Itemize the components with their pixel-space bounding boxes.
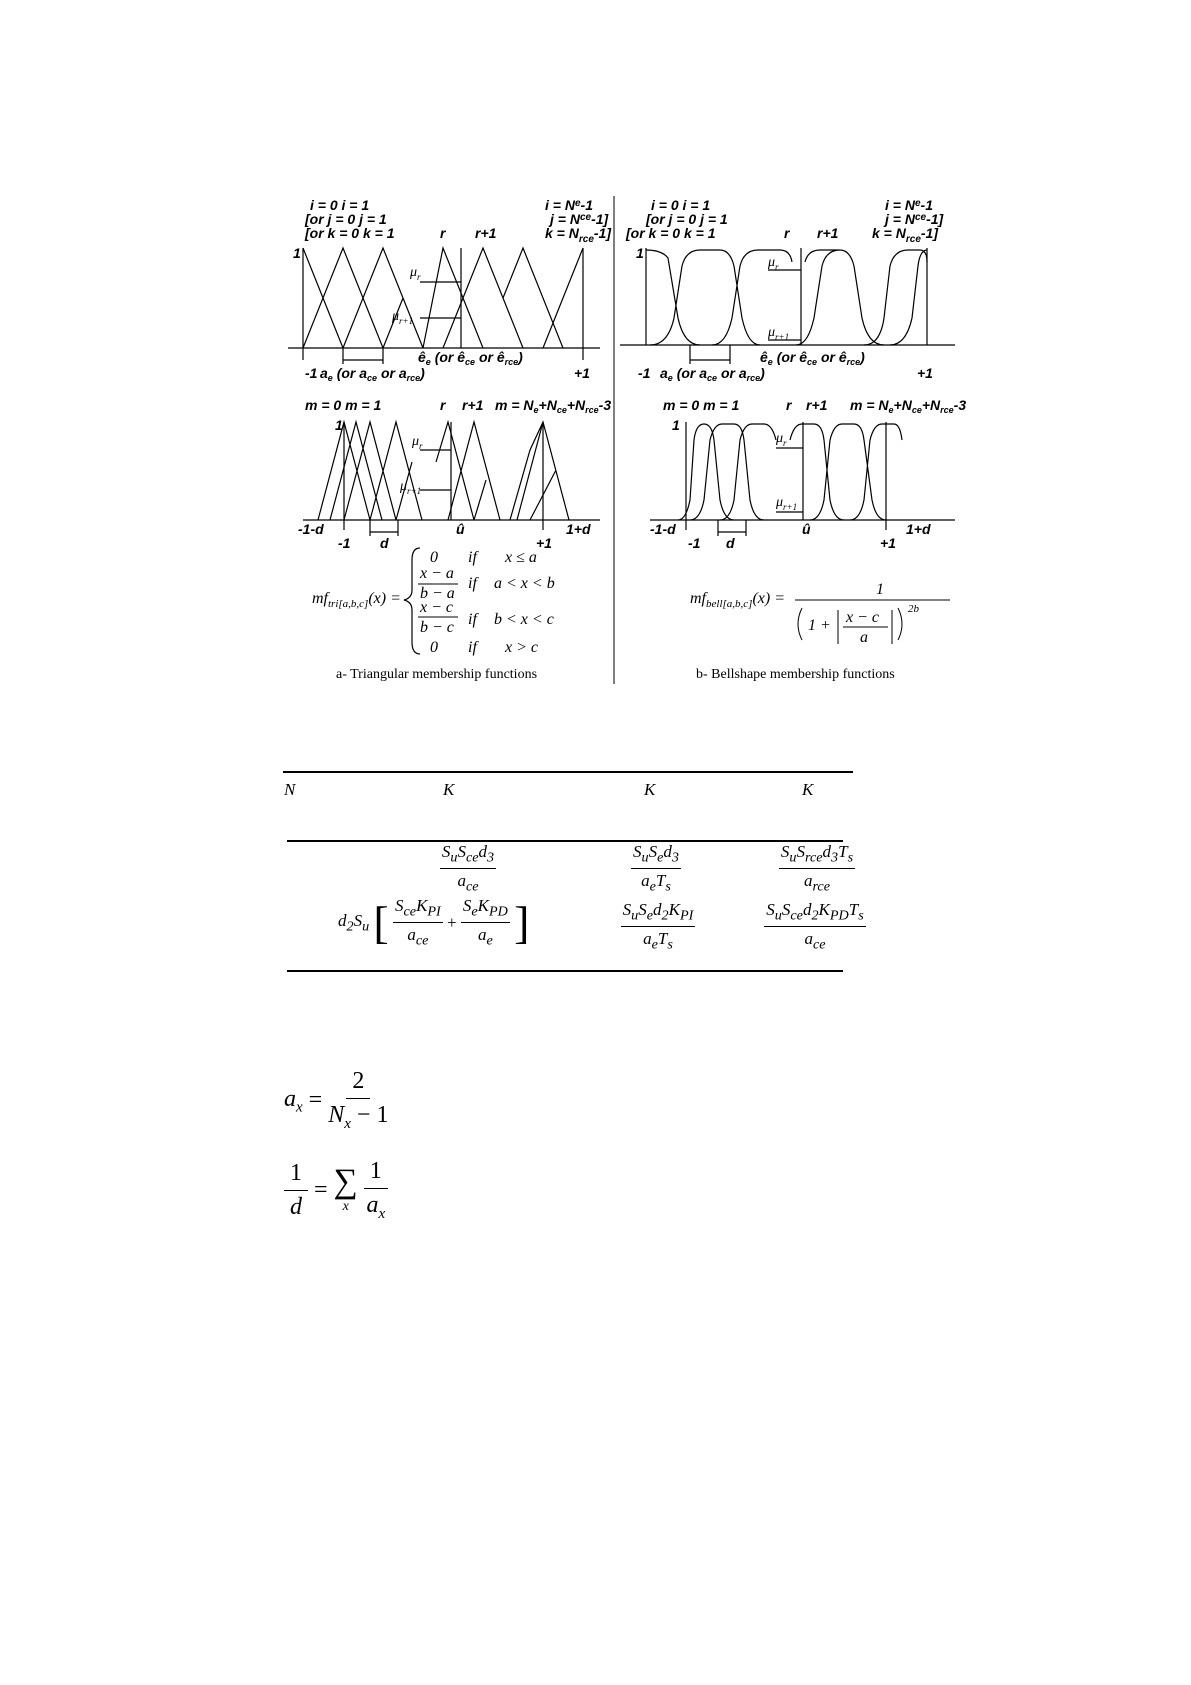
a-case-0-cond: if <box>468 549 477 566</box>
b-hdr-left-3: [or k = 0 k = 1 <box>626 225 716 241</box>
a-bottom-triangles <box>318 422 569 520</box>
b-hdr-left-2: [or j = 0 j = 1 <box>646 211 728 227</box>
b-hdr-right-3: $k = N_{rce}-1$] <box>872 225 938 245</box>
a-m-left: m = 0 m = 1 <box>305 397 382 413</box>
a-a-label: $a_e$ (or $a_{ce}$ or $a_{rce}$) <box>320 365 425 383</box>
row1-col3: $\frac{S_uS_{rce}d_3T_s}{a_{rce}}$ <box>780 842 854 895</box>
a-lminus-d: -1-d <box>298 521 324 537</box>
table-header-k3: K <box>802 780 814 799</box>
row2-col1: $d_2S_u$ [ $\frac{S_{ce}K_{PI}}{a_{ce}}$ + $\frac{S_eK_{PD}}{a_e}$ ] <box>338 896 530 949</box>
b-e-label: $ê_e$ (or $ê_{ce}$ or $ê_{rce}$) <box>760 349 865 367</box>
b-xminus-label: -1 <box>638 365 651 381</box>
a-r1-label: r+1 <box>475 225 497 241</box>
a-hdr-right-3: $k = N_{rce}-1$] <box>545 225 611 245</box>
a-b-mu-r: $\mu_r$ <box>412 434 423 451</box>
table-top-rule <box>283 771 853 773</box>
a-mu-r1: $\mu_{r+1}$ <box>392 309 414 326</box>
b-m-left: m = 0 m = 1 <box>663 397 740 413</box>
b-formula-inner-num: x − c <box>846 609 879 626</box>
a-case-3-val: 0 <box>430 639 438 656</box>
a-xplus-label: +1 <box>574 365 590 381</box>
row2-col2: $\frac{S_uS_ed_2K_{PI}}{a_eT_s}$ <box>622 900 694 953</box>
a-xminus-label: -1 <box>305 365 318 381</box>
b-b-mu-r1: $\mu_{r+1}$ <box>776 495 798 512</box>
table-header-k2: K <box>644 780 656 799</box>
svg-text:mfbell[a,b,c](x) =: $mf_{bell[a,b,c]}(x)$ = <box>690 590 786 610</box>
b-r1-label: r+1 <box>817 225 839 241</box>
a-case-3-rng: x > c <box>505 639 538 656</box>
equation-ax: $a_x$ = $\frac{2}{N_x - 1}$ <box>284 1068 389 1132</box>
b-d-label: d <box>726 535 735 551</box>
a-case-1-den: b − a <box>420 585 455 602</box>
b-caption: b- Bellshape membership functions <box>696 667 895 682</box>
row2-col3: $\frac{S_uS_{ce}d_2K_{PD}T_s}{a_{ce}}$ <box>766 900 864 953</box>
a-case-3-cond: if <box>468 639 477 656</box>
row1-col2: $\frac{S_uS_ed_3}{a_eT_s}$ <box>633 842 679 895</box>
a-hdr-left-3: [or k = 0 k = 1 <box>305 225 395 241</box>
b-a-label: $a_e$ (or $a_{ce}$ or $a_{rce}$) <box>660 365 765 383</box>
b-one-label: 1 <box>636 245 644 261</box>
b-r-label: r <box>784 225 790 241</box>
a-case-1-cond: if <box>468 575 477 592</box>
b-m-r1: r+1 <box>806 397 828 413</box>
svg-text:mftri[a,b,c](x) =: $mf_{tri[a,b,c]}(x)$ = <box>312 590 401 610</box>
a-formula <box>312 548 555 656</box>
a-case-1-rng: a < x < b <box>494 575 555 592</box>
b-mu-r: $\mu_r$ <box>768 255 779 272</box>
a-m-r: r <box>440 397 446 413</box>
b-one-plus-d: 1+d <box>906 521 931 537</box>
a-case-2-cond: if <box>468 611 477 628</box>
b-formula-inner-den: a <box>860 629 868 646</box>
a-m-right: $m = N_e+N_{ce}+N_{rce}-3$ <box>495 397 612 415</box>
b-hdr-right-1: $i = N^e-1$ <box>885 197 933 213</box>
a-hdr-right-1: $i = N^e-1$ <box>545 197 593 213</box>
b-b-mu-r: $\mu_r$ <box>776 431 787 448</box>
a-m-r1: r+1 <box>462 397 484 413</box>
a-formula-brace <box>404 548 420 654</box>
panel-b <box>620 197 966 551</box>
b-lminus-d: -1-d <box>650 521 676 537</box>
a-hdr-left-1: i = 0 i = 1 <box>310 197 370 213</box>
b-u-label: û <box>802 521 811 537</box>
a-case-2-den: b − c <box>420 619 454 636</box>
a-top-triangles <box>303 248 583 348</box>
b-formula-num: 1 <box>876 581 884 598</box>
panel-a <box>288 197 612 551</box>
a-bottom-one: 1 <box>335 417 343 433</box>
a-hdr-right-2: $j = N^{ce}-1$] <box>550 211 609 227</box>
a-r-label: r <box>440 225 446 241</box>
a-case-1-num: x − a <box>420 565 454 582</box>
a-hdr-left-2: [or j = 0 j = 1 <box>305 211 387 227</box>
a-case-2-rng: b < x < c <box>494 611 554 628</box>
a-case-2-num: x − c <box>420 599 453 616</box>
a-u-label: û <box>456 521 465 537</box>
b-top-bells <box>646 250 927 345</box>
b-bottom-one: 1 <box>672 417 680 433</box>
b-m-right: $m = N_e+N_{ce}+N_{rce}-3$ <box>850 397 967 415</box>
b-hdr-left-1: i = 0 i = 1 <box>651 197 711 213</box>
b-m-r: r <box>786 397 792 413</box>
a-lminus1: -1 <box>338 535 351 551</box>
b-hdr-right-2: $j = N^{ce}-1$] <box>885 211 944 227</box>
b-lminus1: -1 <box>688 535 701 551</box>
b-mu-r1: $\mu_{r+1}$ <box>768 325 790 342</box>
equation-d: $\frac{1}{d}$ = ∑ x $\frac{1}{a_x}$ <box>284 1158 388 1223</box>
table-mid-rule <box>287 840 843 842</box>
a-one-plus-d: 1+d <box>566 521 591 537</box>
a-caption: a- Triangular membership functions <box>336 667 538 682</box>
table-bottom-rule <box>287 970 843 972</box>
a-e-label: $ê_e$ (or $ê_{ce}$ or $ê_{rce}$) <box>418 349 523 367</box>
table-header-k1: K <box>443 780 455 799</box>
b-xplus-label: +1 <box>917 365 933 381</box>
a-case-0-val: 0 <box>430 549 438 566</box>
b-formula <box>690 581 950 646</box>
a-plus1: +1 <box>536 535 552 551</box>
row1-col1: $\frac{S_uS_{ce}d_3}{a_{ce}}$ <box>441 842 495 895</box>
a-one-label: 1 <box>293 245 301 261</box>
a-case-0-rng: x ≤ a <box>505 549 537 566</box>
a-d-label: d <box>380 535 389 551</box>
b-formula-exp: 2b <box>908 603 919 615</box>
table-header-n: N <box>284 780 296 799</box>
a-mu-r: $\mu_r$ <box>410 265 421 282</box>
membership-functions-figure <box>0 0 1191 700</box>
b-formula-den-left: 1 + <box>808 617 831 634</box>
a-b-mu-r1: $\mu_{r+1}$ <box>400 479 422 496</box>
b-plus1: +1 <box>880 535 896 551</box>
